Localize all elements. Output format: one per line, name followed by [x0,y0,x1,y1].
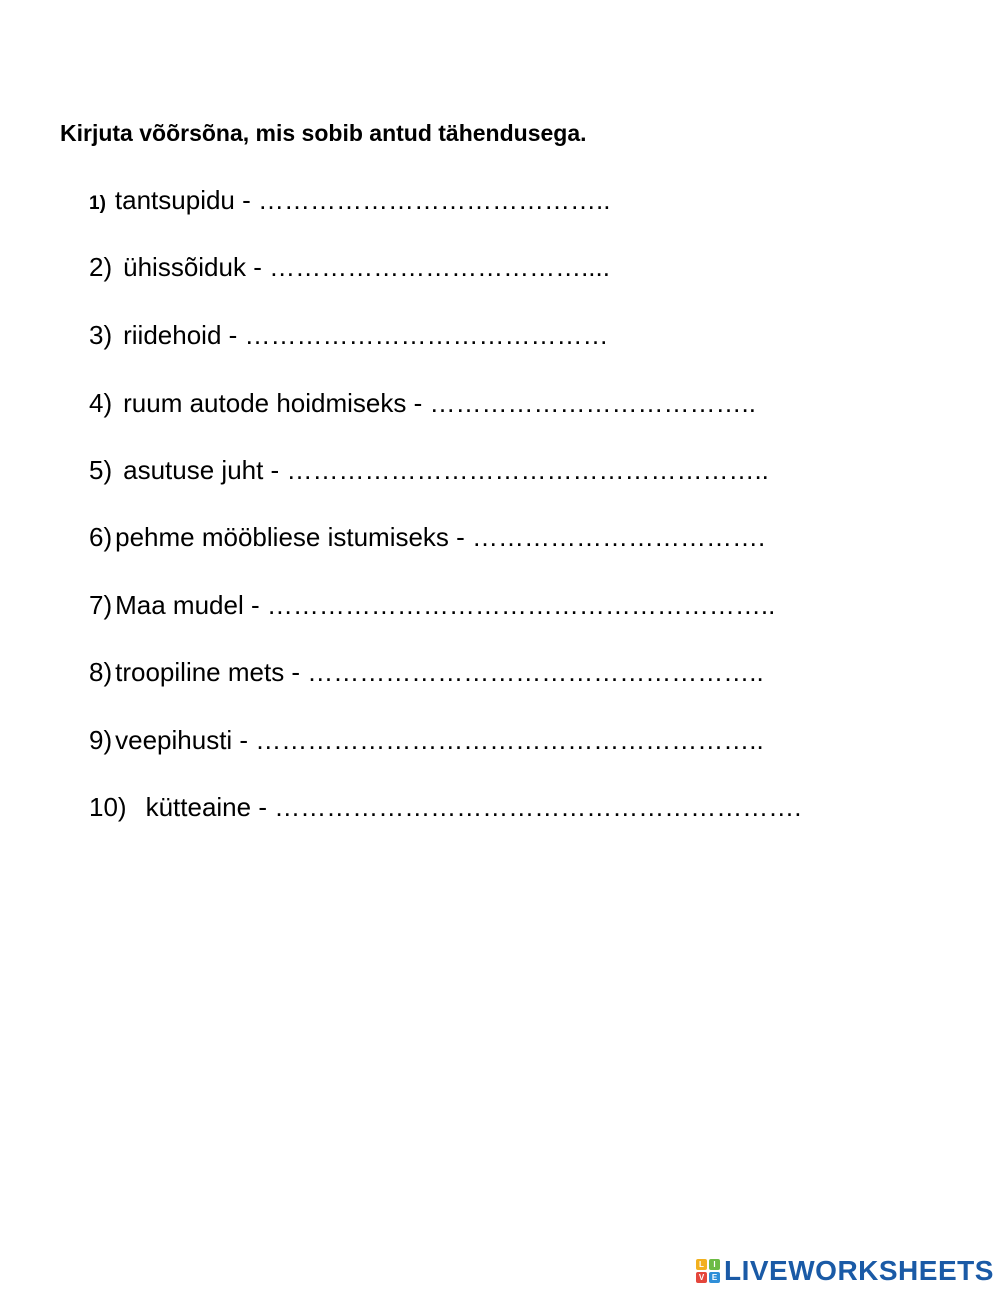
liveworksheets-logo [696,1255,994,1287]
item-number: 5) [89,455,113,485]
logo-block: E [709,1272,720,1283]
item-number: 8) [89,657,113,687]
exercise-item-7 [89,588,775,622]
item-text: ruum autode hoidmiseks - ……………………………….. [123,388,756,418]
item-text: veepihusti - ………………………………………………….. [115,725,764,755]
item-number: 6) [89,522,113,552]
exercise-item-1 [89,183,610,221]
exercise-item-8 [89,655,764,689]
exercise-item-2 [89,250,610,284]
item-number: 1) [89,193,106,214]
exercise-item-4 [89,386,756,420]
logo-block: V [696,1272,707,1283]
logo-blocks-icon [696,1259,720,1283]
exercise-item-5 [89,453,769,487]
item-number: 4) [89,388,113,418]
exercise-item-6 [89,520,765,554]
logo-block: L [696,1259,707,1270]
item-text: asutuse juht - ……………………………………………….. [123,455,769,485]
item-text: riidehoid - …………………………………… [123,320,609,350]
item-number: 10) [89,792,127,822]
item-number: 2) [89,252,113,282]
item-number: 9) [89,725,113,755]
logo-text: LIVEWORKSHEETS [724,1255,994,1286]
item-text: kütteaine - ……………………………………………………. [145,792,802,822]
item-number: 7) [89,590,113,620]
item-text: tantsupidu - ………………………………….. [114,185,611,215]
exercise-item-10 [89,790,801,824]
logo-block: I [709,1259,720,1270]
exercise-item-3 [89,318,609,352]
item-text: troopiline mets - …………………………………………….. [115,657,764,687]
item-text: pehme mööbliese istumiseks - ……………………………. [115,522,766,552]
exercise-item-9 [89,723,764,757]
item-text: Maa mudel - ………………………………………………….. [115,590,776,620]
item-number: 3) [89,320,113,350]
instruction-heading: Kirjuta võõrsõna, mis sobib antud tähendusega. [60,120,587,146]
item-text: ühissõiduk - ……………………………….... [123,252,610,282]
